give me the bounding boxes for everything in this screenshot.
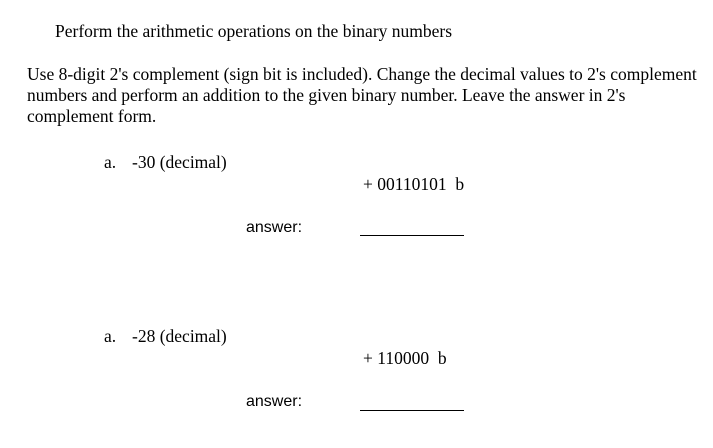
problem-1-decimal-value: -30 (decimal) [132,152,227,172]
problem-2-answer-blank[interactable] [360,410,464,411]
problem-1-letter: a. [104,152,117,172]
problem-2-binary-operand: + 110000 b [363,348,447,368]
problem-2-decimal-value: -28 (decimal) [132,326,227,346]
problem-1-answer-blank[interactable] [360,235,464,236]
instructions-paragraph: Use 8-digit 2's complement (sign bit is included). Change the decimal values to 2's complement numbers and perform an addition to the given binary number. Leave the answer in 2's complement form. [27,64,697,126]
problem-1-answer-label: answer: [246,219,303,236]
page-title: Perform the arithmetic operations on the binary numbers [55,21,453,41]
problem-2-letter: a. [104,326,117,346]
problem-2-answer-label: answer: [246,393,303,410]
problem-1-binary-operand: + 00110101 b [363,174,465,194]
